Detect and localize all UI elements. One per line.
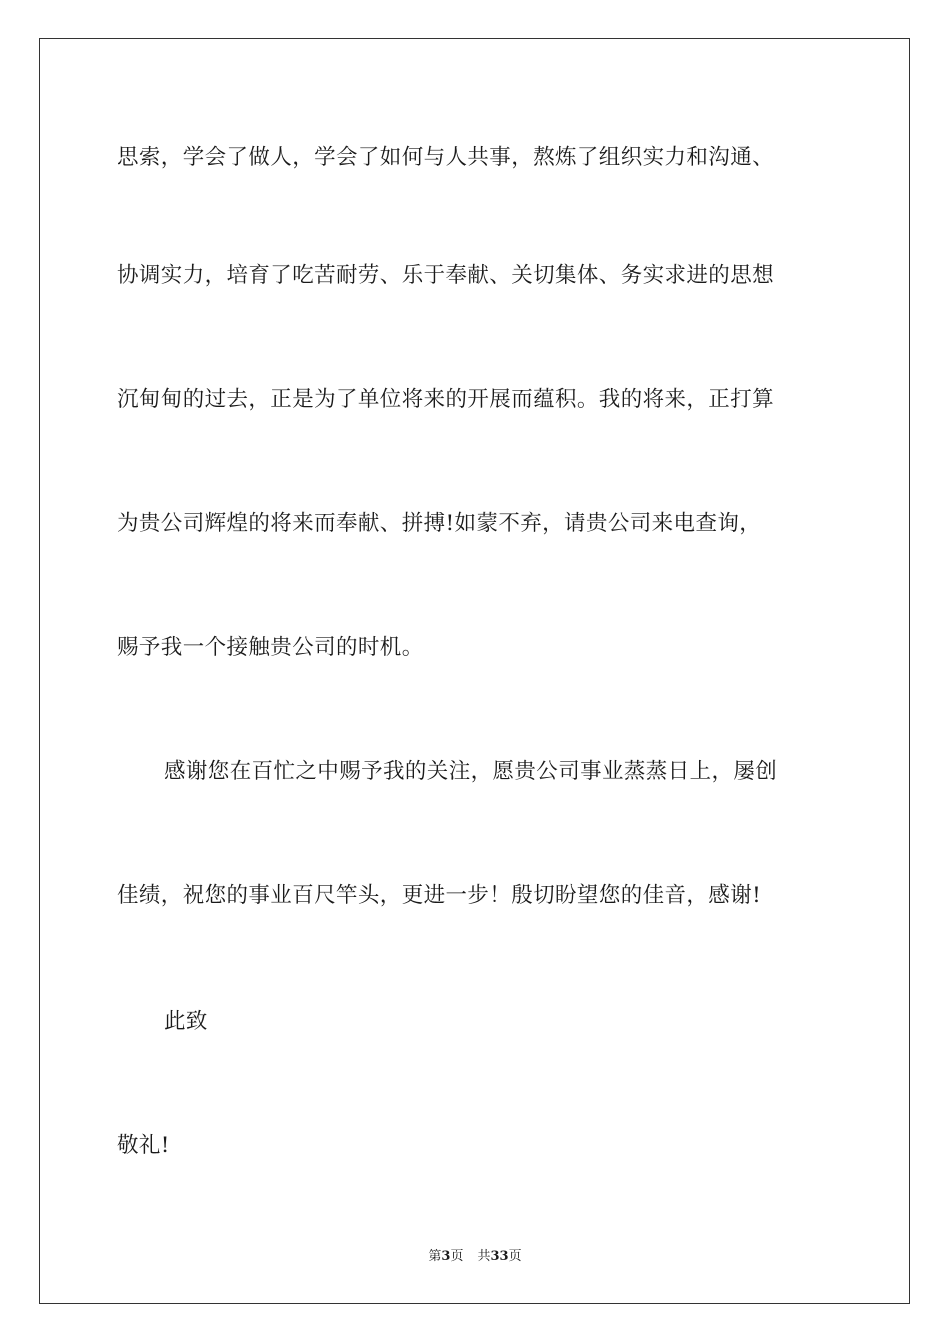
body-line-2: 协调实力，培育了吃苦耐劳、乐于奉献、关切集体、务实求进的思想 [117, 263, 775, 288]
footer-total-suffix: 页 [508, 1249, 522, 1264]
body-line-4: 为贵公司辉煌的将来而奉献、拼搏!如蒙不弃，请贵公司来电查询， [117, 511, 762, 536]
body-line-3: 沉甸甸的过去，正是为了单位将来的开展而蕴积。我的将来，正打算 [117, 387, 775, 412]
page-footer [0, 1248, 950, 1266]
footer-page-suffix: 页 [450, 1249, 464, 1264]
body-line-6: 感谢您在百忙之中赐予我的关注，愿贵公司事业蒸蒸日上，屡创 [164, 759, 778, 784]
closing-regards: 敬礼! [117, 1133, 170, 1158]
footer-prefix: 第 [428, 1249, 442, 1264]
footer-total-pages: 33 [490, 1249, 509, 1264]
page-frame [39, 38, 910, 1304]
body-line-7: 佳绩，祝您的事业百尺竿头，更进一步！殷切盼望您的佳音，感谢! [117, 883, 762, 908]
footer-page-number: 3 [441, 1249, 451, 1264]
body-line-1: 思索，学会了做人，学会了如何与人共事，熬炼了组织实力和沟通、 [117, 145, 775, 170]
closing-salutation: 此致 [164, 1009, 208, 1034]
footer-total-prefix: 共 [477, 1249, 491, 1264]
body-line-5: 赐予我一个接触贵公司的时机。 [117, 635, 424, 660]
